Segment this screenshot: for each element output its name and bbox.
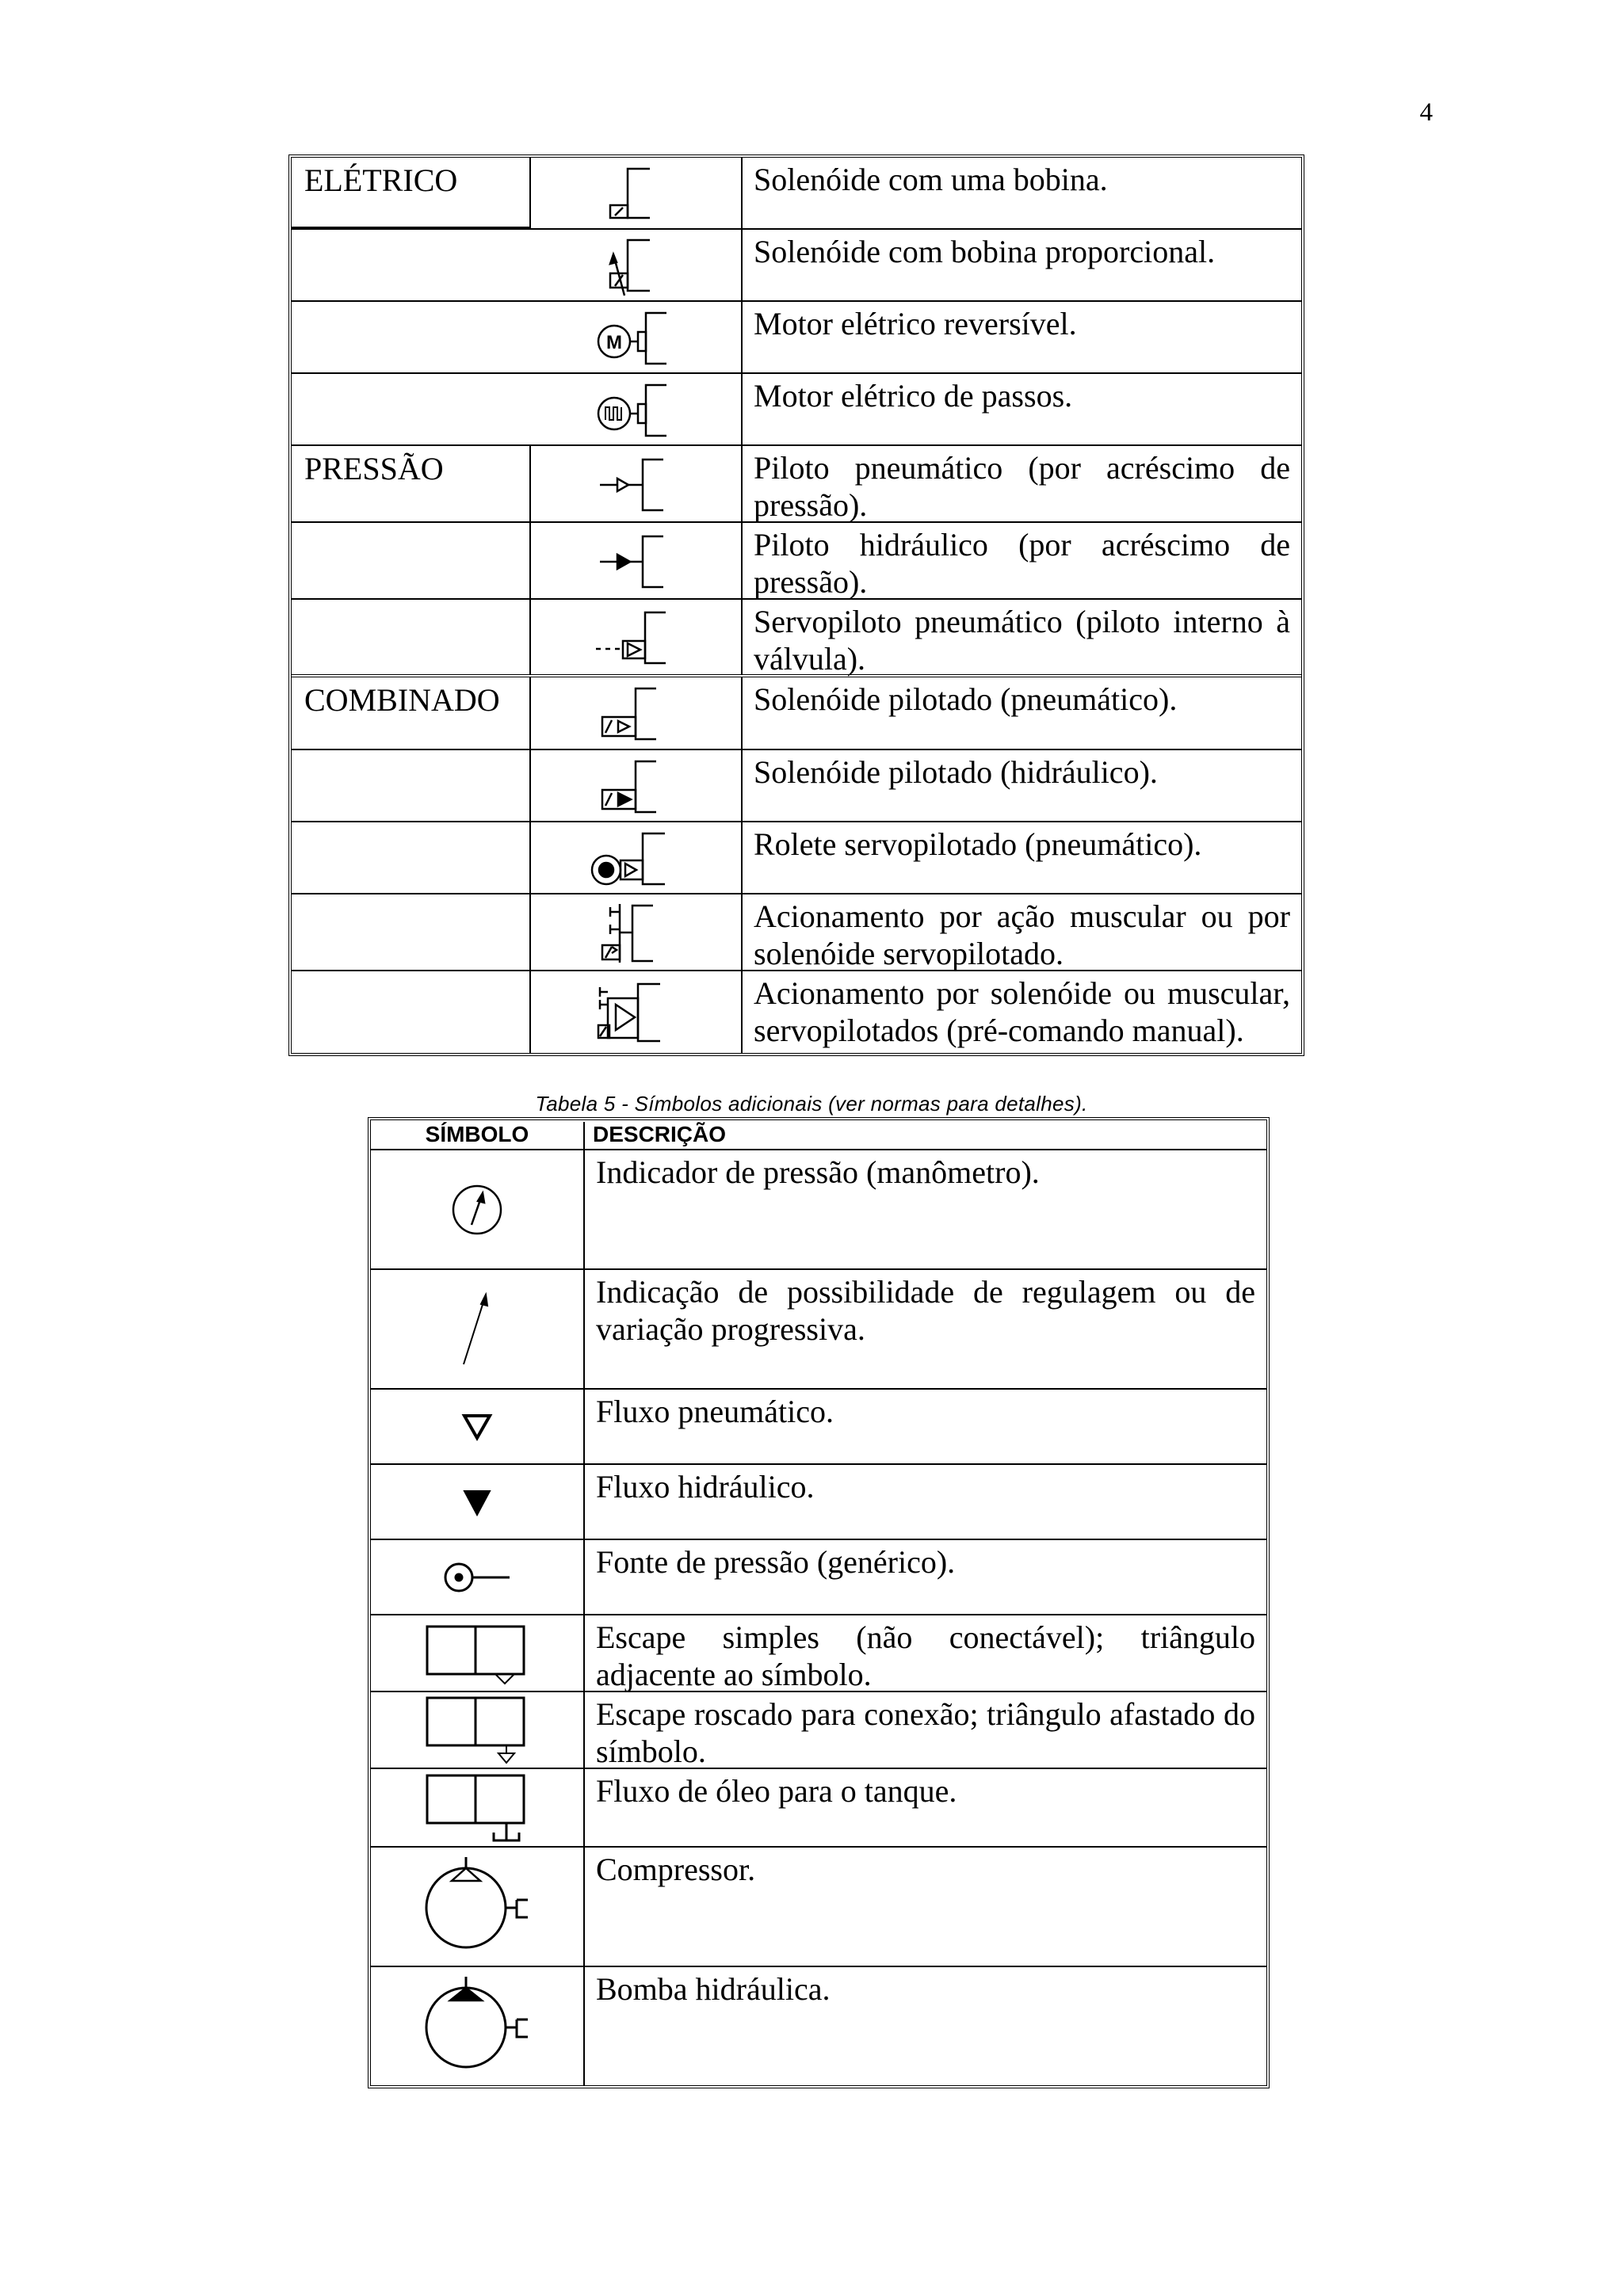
description: Escape simples (não conectável); triângulo adjacente ao símbolo. <box>596 1619 1255 1692</box>
table-row <box>371 1769 1266 1848</box>
table-row <box>292 230 1301 302</box>
table-row <box>292 600 1301 677</box>
description: Acionamento por ação muscular ou por solenóide servopilotado. <box>754 898 1290 971</box>
table-row <box>292 446 1301 523</box>
hydraulic-flow-icon <box>371 1465 585 1539</box>
muscular-or-solenoid-icon <box>531 894 743 970</box>
description: Fluxo de óleo para o tanque. <box>596 1773 957 1809</box>
servo-pilot-icon <box>531 600 743 674</box>
pressure-source-icon <box>371 1540 585 1614</box>
description: Fonte de pressão (genérico). <box>596 1544 956 1580</box>
description: Piloto hidráulico (por acréscimo de pressão). <box>754 527 1290 600</box>
table-row <box>371 1615 1266 1692</box>
adjustment-arrow-icon <box>371 1270 585 1388</box>
header-description: DESCRIÇÃO <box>593 1122 727 1146</box>
stepper-motor-icon <box>531 374 743 444</box>
description: Fluxo pneumático. <box>596 1394 834 1429</box>
description: Motor elétrico de passos. <box>754 378 1073 414</box>
oil-to-tank-icon <box>371 1769 585 1846</box>
table-row <box>371 1270 1266 1390</box>
table-row <box>292 822 1301 894</box>
pressure-gauge-icon <box>371 1150 585 1268</box>
table-row <box>371 1848 1266 1967</box>
description: Compressor. <box>596 1852 756 1887</box>
description: Motor elétrico reversível. <box>754 306 1077 341</box>
reversible-motor-icon <box>531 302 743 372</box>
solenoid-icon <box>531 158 743 228</box>
table-row <box>292 750 1301 822</box>
description: Escape roscado para conexão; triângulo afastado do símbolo. <box>596 1696 1255 1769</box>
description: Piloto pneumático (por acréscimo de pressão). <box>754 450 1290 523</box>
description: Solenóide pilotado (hidráulico). <box>754 754 1158 790</box>
table-row <box>292 302 1301 374</box>
additional-symbols-table <box>368 1117 1270 2088</box>
description: Fluxo hidráulico. <box>596 1469 815 1505</box>
description: Indicação de possibilidade de regulagem ou de variação progressiva. <box>596 1274 1255 1347</box>
table-row <box>292 971 1301 1053</box>
piloted-solenoid-hydraulic-icon <box>531 750 743 821</box>
category-label: ELÉTRICO <box>292 158 531 228</box>
table-header <box>371 1120 1266 1150</box>
table-row <box>371 1465 1266 1540</box>
header-symbol: SÍMBOLO <box>371 1122 585 1150</box>
proportional-solenoid-icon <box>531 230 743 300</box>
table-row <box>371 1692 1266 1769</box>
category-label: PRESSÃO <box>292 446 531 521</box>
threaded-exhaust-icon <box>371 1692 585 1768</box>
roller-servo-icon <box>531 822 743 893</box>
description: Acionamento por solenóide ou muscular, servopilotados (pré-comando manual). <box>754 975 1290 1048</box>
table-row <box>371 1967 1266 2085</box>
page-number: 4 <box>1419 98 1433 127</box>
table-row <box>292 374 1301 446</box>
hydraulic-pump-icon <box>371 1967 585 2085</box>
table-caption: Tabela 5 - Símbolos adicionais (ver normas para detalhes). <box>535 1092 1088 1116</box>
table-row <box>292 523 1301 600</box>
pneumatic-flow-icon <box>371 1390 585 1463</box>
description: Indicador de pressão (manômetro). <box>596 1154 1040 1190</box>
hydraulic-pilot-icon <box>531 523 743 598</box>
description: Solenóide pilotado (pneumático). <box>754 681 1178 717</box>
compressor-icon <box>371 1848 585 1966</box>
description: Bomba hidráulica. <box>596 1971 831 2007</box>
category-label: COMBINADO <box>292 677 531 749</box>
description: Rolete servopilotado (pneumático). <box>754 826 1202 862</box>
actuation-symbols-table <box>288 154 1304 1056</box>
solenoid-or-muscular-servo-icon <box>531 971 743 1053</box>
table-row <box>371 1540 1266 1615</box>
piloted-solenoid-pneumatic-icon <box>531 677 743 749</box>
description: Solenóide com uma bobina. <box>754 162 1108 197</box>
table-row <box>292 894 1301 971</box>
simple-exhaust-icon <box>371 1615 585 1691</box>
table-row <box>292 158 1301 230</box>
svg-text:M: M <box>605 331 622 353</box>
table-row <box>371 1150 1266 1270</box>
table-row <box>371 1390 1266 1465</box>
table-row <box>292 677 1301 750</box>
description: Solenóide com bobina proporcional. <box>754 234 1216 269</box>
pneumatic-pilot-icon <box>531 446 743 521</box>
description: Servopiloto pneumático (piloto interno à válvula). <box>754 604 1290 677</box>
